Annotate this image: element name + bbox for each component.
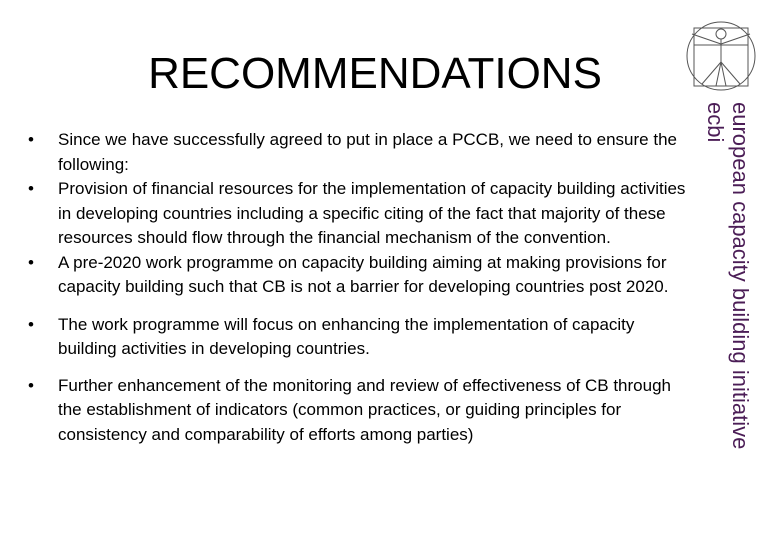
bullet-item — [28, 177, 688, 251]
bullet-marker: • — [28, 252, 34, 272]
bullet-item — [28, 374, 688, 448]
bullet-text: Further enhancement of the monitoring and review of effectiveness of CB through the establishment of indicators (common practices, or guiding principles for consistency and comparability of efforts among parties) — [58, 375, 671, 444]
org-name: european capacity building initiative — [728, 102, 753, 450]
bullet-item — [28, 313, 688, 362]
bullet-text: Provision of financial resources for the implementation of capacity building activities in developing countries including a specific citing of the fact that majority of these resources should flow through the financial mechanism of the convention. — [58, 179, 686, 247]
vitruvian-man-icon — [680, 12, 762, 94]
bullet-item — [28, 251, 688, 300]
bullet-text: Since we have successfully agreed to put in place a PCCB, we need to ensure the following: — [58, 130, 677, 174]
bullet-item — [28, 128, 688, 177]
bullet-list — [28, 128, 688, 447]
org-acronym: ecbi — [703, 102, 728, 143]
bullet-marker: • — [28, 375, 34, 395]
bullet-marker: • — [28, 314, 34, 334]
vertical-branding — [703, 102, 753, 522]
bullet-marker: • — [28, 179, 34, 198]
slide-title: RECOMMENDATIONS — [148, 49, 602, 98]
bullet-text: A pre-2020 work programme on capacity building aiming at making provisions for capacity building such that CB is not a barrier for developing countries post 2020. — [58, 252, 669, 296]
bullet-marker: • — [28, 130, 34, 149]
bullet-text: The work programme will focus on enhancing the implementation of capacity building activities in developing countries. — [58, 314, 635, 358]
